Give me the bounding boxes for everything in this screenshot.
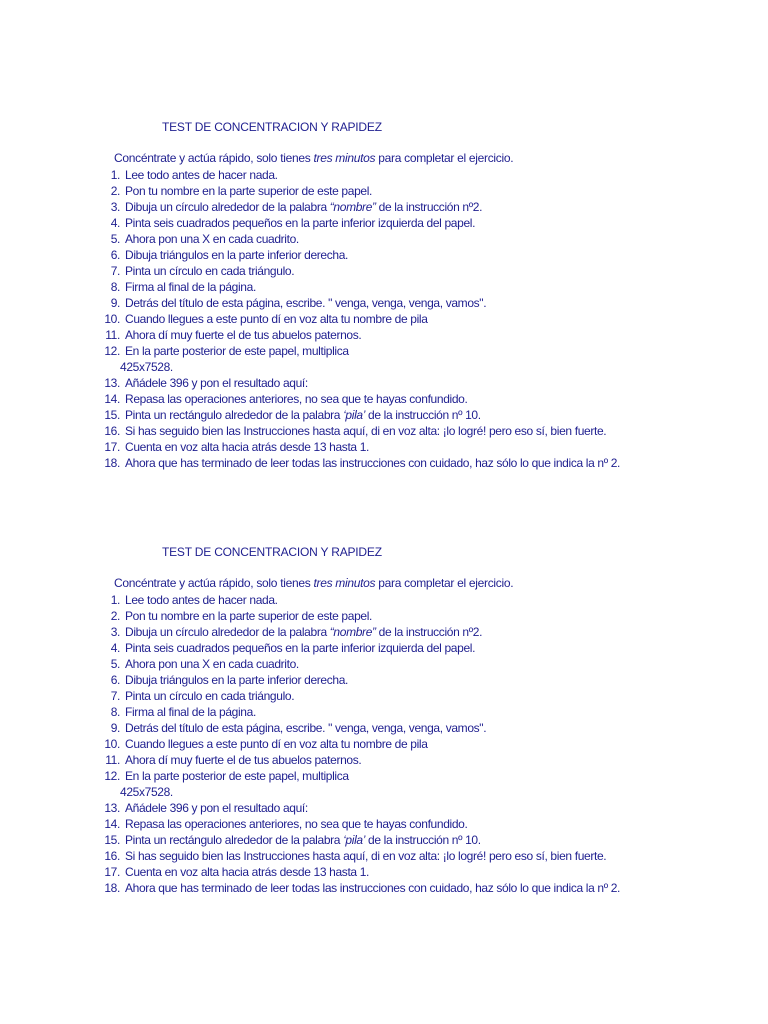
instruction-number: 3. bbox=[110, 200, 120, 214]
instruction-text bbox=[125, 311, 428, 327]
instruction-number: 6. bbox=[110, 673, 120, 687]
instruction-text bbox=[125, 455, 620, 471]
instruction-continuation bbox=[0, 784, 768, 800]
instruction-number: 8. bbox=[110, 280, 120, 294]
instruction-text-part: Firma al final de la página. bbox=[125, 280, 256, 294]
instruction-item bbox=[0, 263, 768, 279]
instruction-number: 5. bbox=[110, 232, 120, 246]
instruction-number: 1. bbox=[110, 593, 120, 607]
instruction-item bbox=[0, 167, 768, 183]
instruction-text bbox=[125, 640, 475, 656]
instruction-item bbox=[0, 656, 768, 672]
instruction-text bbox=[125, 423, 606, 439]
instruction-text-part: Cuenta en voz alta hacia atrás desde 13 hasta 1. bbox=[125, 865, 370, 879]
instruction-item bbox=[0, 375, 768, 391]
instruction-item bbox=[0, 720, 768, 736]
instruction-number: 2. bbox=[110, 609, 120, 623]
instruction-text-part: Añádele 396 y pon el resultado aquí: bbox=[125, 801, 308, 815]
instruction-text-part: Ahora dí muy fuerte el de tus abuelos paternos. bbox=[125, 753, 362, 767]
instruction-continuation bbox=[0, 359, 768, 375]
instruction-text-part: Si has seguido bien las Instrucciones hasta aquí, di en voz alta: ¡lo logré! pero eso sí, bien fuerte. bbox=[125, 424, 607, 438]
instruction-number: 11. bbox=[105, 328, 120, 342]
instruction-text bbox=[125, 343, 349, 359]
instruction-text-part: Dibuja un círculo alrededor de la palabra bbox=[125, 625, 330, 639]
instruction-text-part: Ahora que has terminado de leer todas las instrucciones con cuidado, haz sólo lo que indica la nº 2. bbox=[125, 456, 621, 470]
instruction-number: 13. bbox=[104, 376, 120, 390]
instruction-number: 17. bbox=[104, 440, 120, 454]
instruction-text-part: En la parte posterior de este papel, multiplica bbox=[125, 769, 349, 783]
instruction-number: 7. bbox=[110, 264, 120, 278]
test-title: TEST DE CONCENTRACION Y RAPIDEZ bbox=[162, 545, 382, 559]
instruction-item bbox=[0, 391, 768, 407]
instruction-text bbox=[125, 864, 369, 880]
instruction-number: 7. bbox=[110, 689, 120, 703]
instruction-text bbox=[125, 800, 308, 816]
instruction-emphasis: “nombre” bbox=[329, 625, 376, 639]
instruction-item bbox=[0, 247, 768, 263]
instruction-text bbox=[125, 391, 467, 407]
instruction-text-part: Pinta un círculo en cada triángulo. bbox=[125, 689, 295, 703]
instruction-number: 15. bbox=[104, 833, 120, 847]
instruction-text bbox=[125, 720, 486, 736]
instruction-item bbox=[0, 864, 768, 880]
instruction-text bbox=[125, 279, 256, 295]
instruction-text-part: Pon tu nombre en la parte superior de este papel. bbox=[125, 184, 373, 198]
test-intro bbox=[114, 151, 513, 165]
instruction-text bbox=[125, 608, 372, 624]
instruction-text bbox=[125, 848, 606, 864]
instruction-text-part: En la parte posterior de este papel, multiplica bbox=[125, 344, 349, 358]
instruction-text bbox=[125, 752, 361, 768]
instruction-number: 5. bbox=[110, 657, 120, 671]
instruction-text bbox=[125, 183, 372, 199]
instruction-text-end: de la instrucción nº 10. bbox=[365, 408, 481, 422]
instruction-item bbox=[0, 423, 768, 439]
instruction-text bbox=[125, 880, 620, 896]
instruction-item bbox=[0, 640, 768, 656]
instruction-text bbox=[125, 688, 294, 704]
instruction-text bbox=[125, 704, 256, 720]
instruction-item bbox=[0, 215, 768, 231]
instruction-number: 1. bbox=[110, 168, 120, 182]
instruction-item bbox=[0, 624, 768, 640]
instruction-number: 17. bbox=[104, 865, 120, 879]
instruction-text bbox=[125, 215, 475, 231]
instruction-number: 14. bbox=[104, 817, 120, 831]
instruction-text-part: Ahora dí muy fuerte el de tus abuelos paternos. bbox=[125, 328, 362, 342]
instruction-number: 16. bbox=[104, 424, 120, 438]
intro-emphasis: tres minutos bbox=[313, 576, 376, 590]
intro-emphasis: tres minutos bbox=[313, 151, 376, 165]
instruction-text-part: Si has seguido bien las Instrucciones hasta aquí, di en voz alta: ¡lo logré! pero eso sí, bien fuerte. bbox=[125, 849, 607, 863]
instruction-text bbox=[125, 295, 486, 311]
instruction-text bbox=[120, 784, 173, 800]
instruction-text bbox=[125, 672, 348, 688]
instruction-list bbox=[0, 592, 768, 896]
instruction-text bbox=[125, 656, 299, 672]
instruction-emphasis: “nombre” bbox=[329, 200, 376, 214]
instruction-number: 9. bbox=[110, 721, 120, 735]
instruction-number: 12. bbox=[104, 344, 120, 358]
instruction-text bbox=[120, 359, 173, 375]
instruction-item bbox=[0, 768, 768, 784]
instruction-number: 10. bbox=[104, 312, 120, 326]
instruction-text-part: Detrás del título de esta página, escribe. " venga, venga, venga, vamos". bbox=[125, 721, 487, 735]
instruction-text-part: Detrás del título de esta página, escribe. " venga, venga, venga, vamos". bbox=[125, 296, 487, 310]
instruction-number: 4. bbox=[110, 641, 120, 655]
instruction-item bbox=[0, 736, 768, 752]
instruction-number: 6. bbox=[110, 248, 120, 262]
test-title: TEST DE CONCENTRACION Y RAPIDEZ bbox=[162, 120, 382, 134]
instruction-item bbox=[0, 295, 768, 311]
instruction-text bbox=[125, 199, 482, 215]
instruction-item bbox=[0, 592, 768, 608]
instruction-text bbox=[125, 439, 369, 455]
instruction-emphasis: ‘pila’ bbox=[343, 833, 366, 847]
intro-text-end: para completar el ejercicio. bbox=[375, 576, 514, 590]
instruction-item bbox=[0, 672, 768, 688]
instruction-text-part: Cuando llegues a este punto dí en voz alta tu nombre de pila bbox=[125, 312, 428, 326]
instruction-item bbox=[0, 343, 768, 359]
instruction-text bbox=[125, 736, 428, 752]
instruction-number: 4. bbox=[110, 216, 120, 230]
instruction-item bbox=[0, 816, 768, 832]
instruction-item bbox=[0, 832, 768, 848]
instruction-text-part: Cuenta en voz alta hacia atrás desde 13 hasta 1. bbox=[125, 440, 370, 454]
instruction-text-part: Dibuja triángulos en la parte inferior derecha. bbox=[125, 248, 349, 262]
instruction-list bbox=[0, 167, 768, 471]
instruction-text-end: de la instrucción nº2. bbox=[375, 200, 483, 214]
instruction-text-part: Ahora que has terminado de leer todas las instrucciones con cuidado, haz sólo lo que indica la nº 2. bbox=[125, 881, 621, 895]
instruction-text bbox=[125, 327, 361, 343]
instruction-item bbox=[0, 199, 768, 215]
instruction-number: 18. bbox=[104, 881, 120, 895]
instruction-item bbox=[0, 688, 768, 704]
instruction-item bbox=[0, 439, 768, 455]
instruction-text-part: Repasa las operaciones anteriores, no sea que te hayas confundido. bbox=[125, 392, 468, 406]
test-intro bbox=[114, 576, 513, 590]
instruction-text-end: de la instrucción nº 10. bbox=[365, 833, 481, 847]
instruction-text-part: Pinta seis cuadrados pequeños en la parte inferior izquierda del papel. bbox=[125, 216, 476, 230]
instruction-text bbox=[125, 768, 349, 784]
intro-text: Concéntrate y actúa rápido, solo tienes bbox=[114, 151, 314, 165]
instruction-number: 15. bbox=[104, 408, 120, 422]
instruction-item bbox=[0, 327, 768, 343]
instruction-emphasis: ‘pila’ bbox=[343, 408, 366, 422]
instruction-number: 14. bbox=[104, 392, 120, 406]
instruction-text-part: Dibuja triángulos en la parte inferior derecha. bbox=[125, 673, 349, 687]
instruction-text-part: Firma al final de la página. bbox=[125, 705, 256, 719]
instruction-item bbox=[0, 231, 768, 247]
instruction-text-part: Cuando llegues a este punto dí en voz alta tu nombre de pila bbox=[125, 737, 428, 751]
instruction-text bbox=[125, 167, 278, 183]
instruction-text bbox=[125, 247, 348, 263]
instruction-text-end: de la instrucción nº2. bbox=[375, 625, 483, 639]
instruction-item bbox=[0, 752, 768, 768]
instruction-number: 2. bbox=[110, 184, 120, 198]
instruction-item bbox=[0, 183, 768, 199]
instruction-text-part: 425x7528. bbox=[120, 785, 173, 799]
instruction-text bbox=[125, 832, 481, 848]
instruction-text bbox=[125, 592, 278, 608]
instruction-item bbox=[0, 311, 768, 327]
instruction-item bbox=[0, 608, 768, 624]
instruction-text bbox=[125, 263, 294, 279]
instruction-text bbox=[125, 407, 481, 423]
instruction-text-part: Añádele 396 y pon el resultado aquí: bbox=[125, 376, 308, 390]
instruction-number: 8. bbox=[110, 705, 120, 719]
instruction-text bbox=[125, 375, 308, 391]
instruction-text-part: Lee todo antes de hacer nada. bbox=[125, 168, 278, 182]
intro-text-end: para completar el ejercicio. bbox=[375, 151, 514, 165]
instruction-text-part: Pinta seis cuadrados pequeños en la parte inferior izquierda del papel. bbox=[125, 641, 476, 655]
instruction-text-part: Pon tu nombre en la parte superior de este papel. bbox=[125, 609, 373, 623]
instruction-text bbox=[125, 816, 467, 832]
instruction-number: 18. bbox=[104, 456, 120, 470]
instruction-item bbox=[0, 704, 768, 720]
instruction-number: 3. bbox=[110, 625, 120, 639]
instruction-text bbox=[125, 231, 299, 247]
instruction-item bbox=[0, 455, 768, 471]
instruction-text bbox=[125, 624, 482, 640]
instruction-text-part: Pinta un círculo en cada triángulo. bbox=[125, 264, 295, 278]
instruction-number: 12. bbox=[104, 769, 120, 783]
instruction-text-part: Pinta un rectángulo alrededor de la palabra bbox=[125, 408, 344, 422]
instruction-item bbox=[0, 800, 768, 816]
instruction-text-part: Repasa las operaciones anteriores, no sea que te hayas confundido. bbox=[125, 817, 468, 831]
instruction-number: 10. bbox=[104, 737, 120, 751]
instruction-text-part: Dibuja un círculo alrededor de la palabra bbox=[125, 200, 330, 214]
instruction-text-part: Lee todo antes de hacer nada. bbox=[125, 593, 278, 607]
instruction-number: 9. bbox=[110, 296, 120, 310]
instruction-text-part: Pinta un rectángulo alrededor de la palabra bbox=[125, 833, 344, 847]
instruction-item bbox=[0, 848, 768, 864]
intro-text: Concéntrate y actúa rápido, solo tienes bbox=[114, 576, 314, 590]
instruction-item bbox=[0, 880, 768, 896]
instruction-text-part: Ahora pon una X en cada cuadrito. bbox=[125, 657, 299, 671]
instruction-number: 16. bbox=[104, 849, 120, 863]
instruction-number: 13. bbox=[104, 801, 120, 815]
instruction-text-part: 425x7528. bbox=[120, 360, 173, 374]
instruction-number: 11. bbox=[105, 753, 120, 767]
instruction-item bbox=[0, 279, 768, 295]
instruction-item bbox=[0, 407, 768, 423]
instruction-text-part: Ahora pon una X en cada cuadrito. bbox=[125, 232, 299, 246]
